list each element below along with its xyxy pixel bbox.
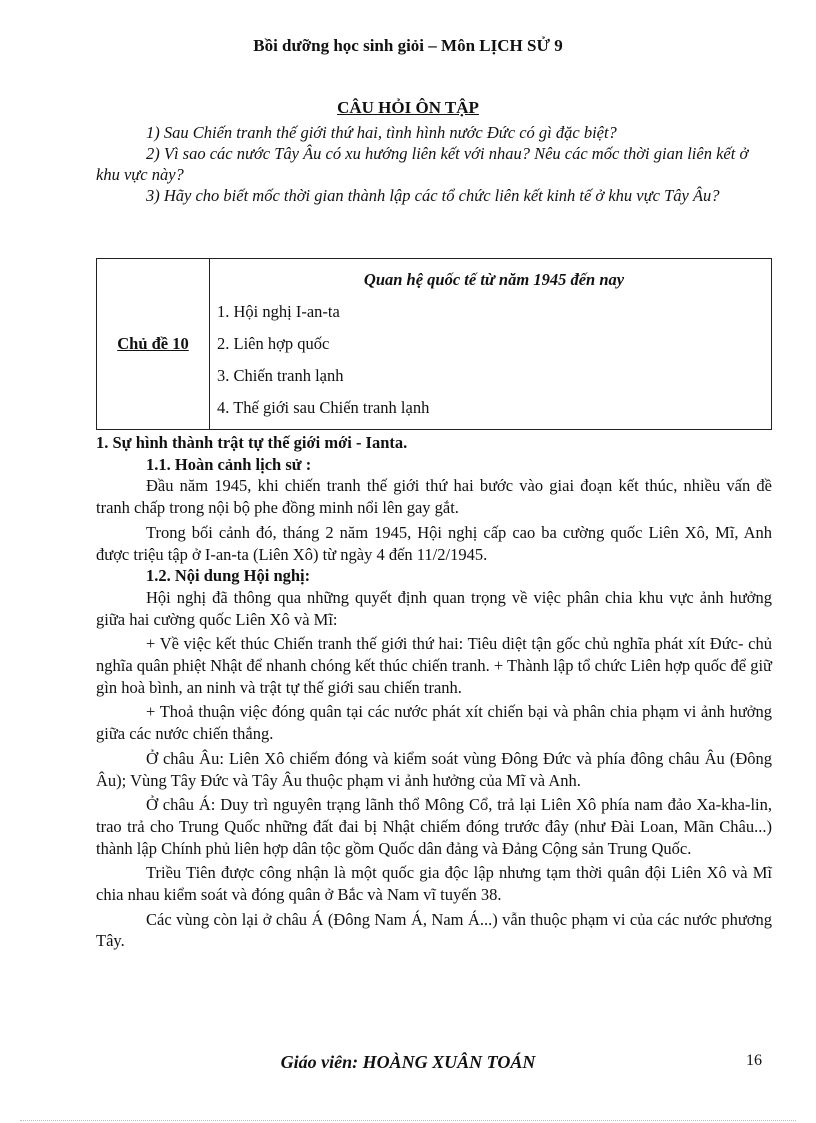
topic-label: Chủ đề 10 <box>97 259 210 430</box>
question-2: 2) Vì sao các nước Tây Âu có xu hướng liên kết với nhau? Nêu các mốc thời gian liên kết ở khu vực này? <box>96 144 749 184</box>
page-bottom-border <box>20 1120 796 1121</box>
page-header: Bồi dưỡng học sinh giỏi – Môn LỊCH SỬ 9 <box>253 36 563 55</box>
topic-content <box>210 259 772 430</box>
topic-item: 1. Hội nghị I-an-ta <box>217 302 340 321</box>
paragraph: Hội nghị đã thông qua những quyết định quan trọng về việc phân chia khu vực ảnh hưởng giữa hai cường quốc Liên Xô và Mĩ: <box>96 587 772 629</box>
review-questions <box>96 122 772 206</box>
topic-item: 3. Chiến tranh lạnh <box>217 366 344 385</box>
paragraph: Triều Tiên được công nhận là một quốc gia độc lập nhưng tạm thời quân đội Liên Xô và Mĩ chia nhau kiểm soát và đóng quân ở Bắc và Nam vĩ tuyến 38. <box>96 863 772 905</box>
subsection-heading: 1.1. Hoàn cảnh lịch sử : <box>146 454 312 474</box>
topic-table <box>96 258 772 430</box>
paragraph: Đầu năm 1945, khi chiến tranh thế giới thứ hai bước vào giai đoạn kết thúc, nhiều vấn đề tranh chấp trong nội bộ phe đồng minh nổi lên gay gắt. <box>96 476 772 518</box>
paragraph: Các vùng còn lại ở châu Á (Đông Nam Á, Nam Á...) vẫn thuộc phạm vi của các nước phương Tây. <box>96 909 772 951</box>
question-3: 3) Hãy cho biết mốc thời gian thành lập các tổ chức liên kết kinh tế ở khu vực Tây Âu? <box>146 186 720 205</box>
page-number: 16 <box>746 1052 762 1069</box>
question-1: 1) Sau Chiến tranh thế giới thứ hai, tình hình nước Đức có gì đặc biệt? <box>146 123 617 142</box>
section-heading: 1. Sự hình thành trật tự thế giới mới - Ianta. <box>96 433 408 452</box>
paragraph: + Về việc kết thúc Chiến tranh thế giới thứ hai: Tiêu diệt tận gốc chủ nghĩa phát xít Đức- chủ nghĩa quân phiệt Nhật để nhanh chóng kết thúc chiến tranh. + Thành lập tổ chức Liên hợp quốc để giữ gìn hoà bình, an ninh và trật tự thế giới sau chiến tranh. <box>96 634 772 697</box>
review-title: CÂU HỎI ÔN TẬP <box>337 98 479 117</box>
paragraph: Ở châu Âu: Liên Xô chiếm đóng và kiểm soát vùng Đông Đức và phía đông châu Âu (Đông Âu); Vùng Tây Đức và Tây Âu thuộc phạm vi ảnh hưởng của Mĩ và Anh. <box>96 748 772 790</box>
topic-title: Quan hệ quốc tế từ năm 1945 đến nay <box>363 270 625 289</box>
document-body <box>96 432 772 952</box>
topic-item: 2. Liên hợp quốc <box>217 334 330 353</box>
subsection-heading: 1.2. Nội dung Hội nghị: <box>146 566 311 586</box>
paragraph: Ở châu Á: Duy trì nguyên trạng lãnh thổ Mông Cổ, trả lại Liên Xô phía nam đảo Xa-kha-lin, trao trả cho Trung Quốc những đất đai bị Nhật chiếm đóng trước đây (như Đài Loan, Mãn Châu...) thành lập Chính phủ liên hợp dân tộc gồm Quốc dân đảng và Đảng Cộng sản Trung Quốc. <box>96 795 772 858</box>
teacher-footer: Giáo viên: HOÀNG XUÂN TOÁN <box>280 1052 536 1072</box>
topic-item: 4. Thế giới sau Chiến tranh lạnh <box>217 398 430 417</box>
paragraph: + Thoả thuận việc đóng quân tại các nước phát xít chiến bại và phân chia phạm vi ảnh hưởng giữa các nước chiến thắng. <box>96 702 772 744</box>
paragraph: Trong bối cảnh đó, tháng 2 năm 1945, Hội nghị cấp cao ba cường quốc Liên Xô, Mĩ, Anh được triệu tập ở I-an-ta (Liên Xô) từ ngày 4 đến 11/2/1945. <box>96 522 772 564</box>
